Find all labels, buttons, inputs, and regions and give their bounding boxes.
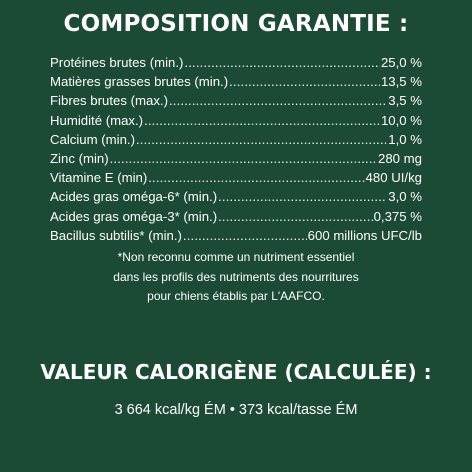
analysis-row-omega-6 (50, 187, 422, 206)
analysis-value: 280 mg (378, 150, 422, 166)
analysis-value: 480 UI/kg (365, 170, 422, 186)
analysis-row-fat (50, 72, 422, 91)
dot-leader (183, 226, 307, 245)
dot-leader (110, 149, 377, 168)
dot-leader (218, 207, 372, 226)
analysis-value: 0,375 % (373, 208, 422, 224)
analysis-row-fiber (50, 91, 422, 110)
calorie-content-heading: VALEUR CALORIGÈNE (CALCULÉE) : (40, 360, 432, 384)
analysis-label: Vitamine E (min) (50, 170, 148, 186)
analysis-label: Zinc (min) (50, 150, 109, 166)
analysis-label: Fibres brutes (max.) (50, 93, 168, 109)
analysis-label: Matières grasses brutes (min.) (50, 74, 229, 90)
dot-leader (229, 72, 380, 91)
analysis-row-omega-3 (50, 207, 422, 226)
analysis-label: Protéines brutes (min.) (50, 55, 184, 70)
analysis-row-moisture (50, 111, 422, 130)
analysis-value: 3,0 % (388, 189, 422, 205)
dot-leader (144, 111, 380, 130)
footnote-line: *Non reconnu comme un nutriment essentiel (117, 250, 355, 264)
analysis-label: Humidité (max.) (50, 112, 144, 128)
analysis-row-zinc (50, 149, 422, 168)
dot-leader (169, 91, 387, 110)
guaranteed-analysis-table (50, 53, 422, 245)
dot-leader (136, 130, 387, 149)
footnote (0, 248, 472, 307)
calorie-content-value: 3 664 kcal/kg ÉM • 373 kcal/tasse ÉM (114, 402, 358, 418)
analysis-value: 1,0 % (388, 131, 422, 147)
analysis-value: 3,5 % (388, 93, 422, 109)
analysis-value: 10,0 % (380, 112, 422, 128)
analysis-value: 600 millions UFC/lb (307, 227, 422, 243)
footnote-line: pour chiens établis par L'AAFCO. (147, 289, 325, 303)
analysis-row-vitamin-e (50, 168, 422, 187)
dot-leader (218, 187, 387, 206)
guaranteed-analysis-heading: COMPOSITION GARANTIE : (63, 11, 409, 37)
analysis-label: Bacillus subtilis* (min.) (50, 227, 182, 243)
analysis-value: 13,5 % (380, 74, 422, 90)
analysis-label: Calcium (min.) (50, 131, 135, 147)
analysis-row-bacillus (50, 226, 422, 245)
analysis-row-protein (50, 53, 422, 72)
analysis-label: Acides gras oméga-6* (min.) (50, 189, 218, 205)
dot-leader (184, 53, 380, 72)
dot-leader (148, 168, 364, 187)
analysis-value: 25,0 % (380, 55, 422, 70)
analysis-label: Acides gras oméga-3* (min.) (50, 208, 218, 224)
analysis-row-calcium (50, 130, 422, 149)
footnote-line: dans les profils des nutriments des nourritures (113, 269, 359, 284)
